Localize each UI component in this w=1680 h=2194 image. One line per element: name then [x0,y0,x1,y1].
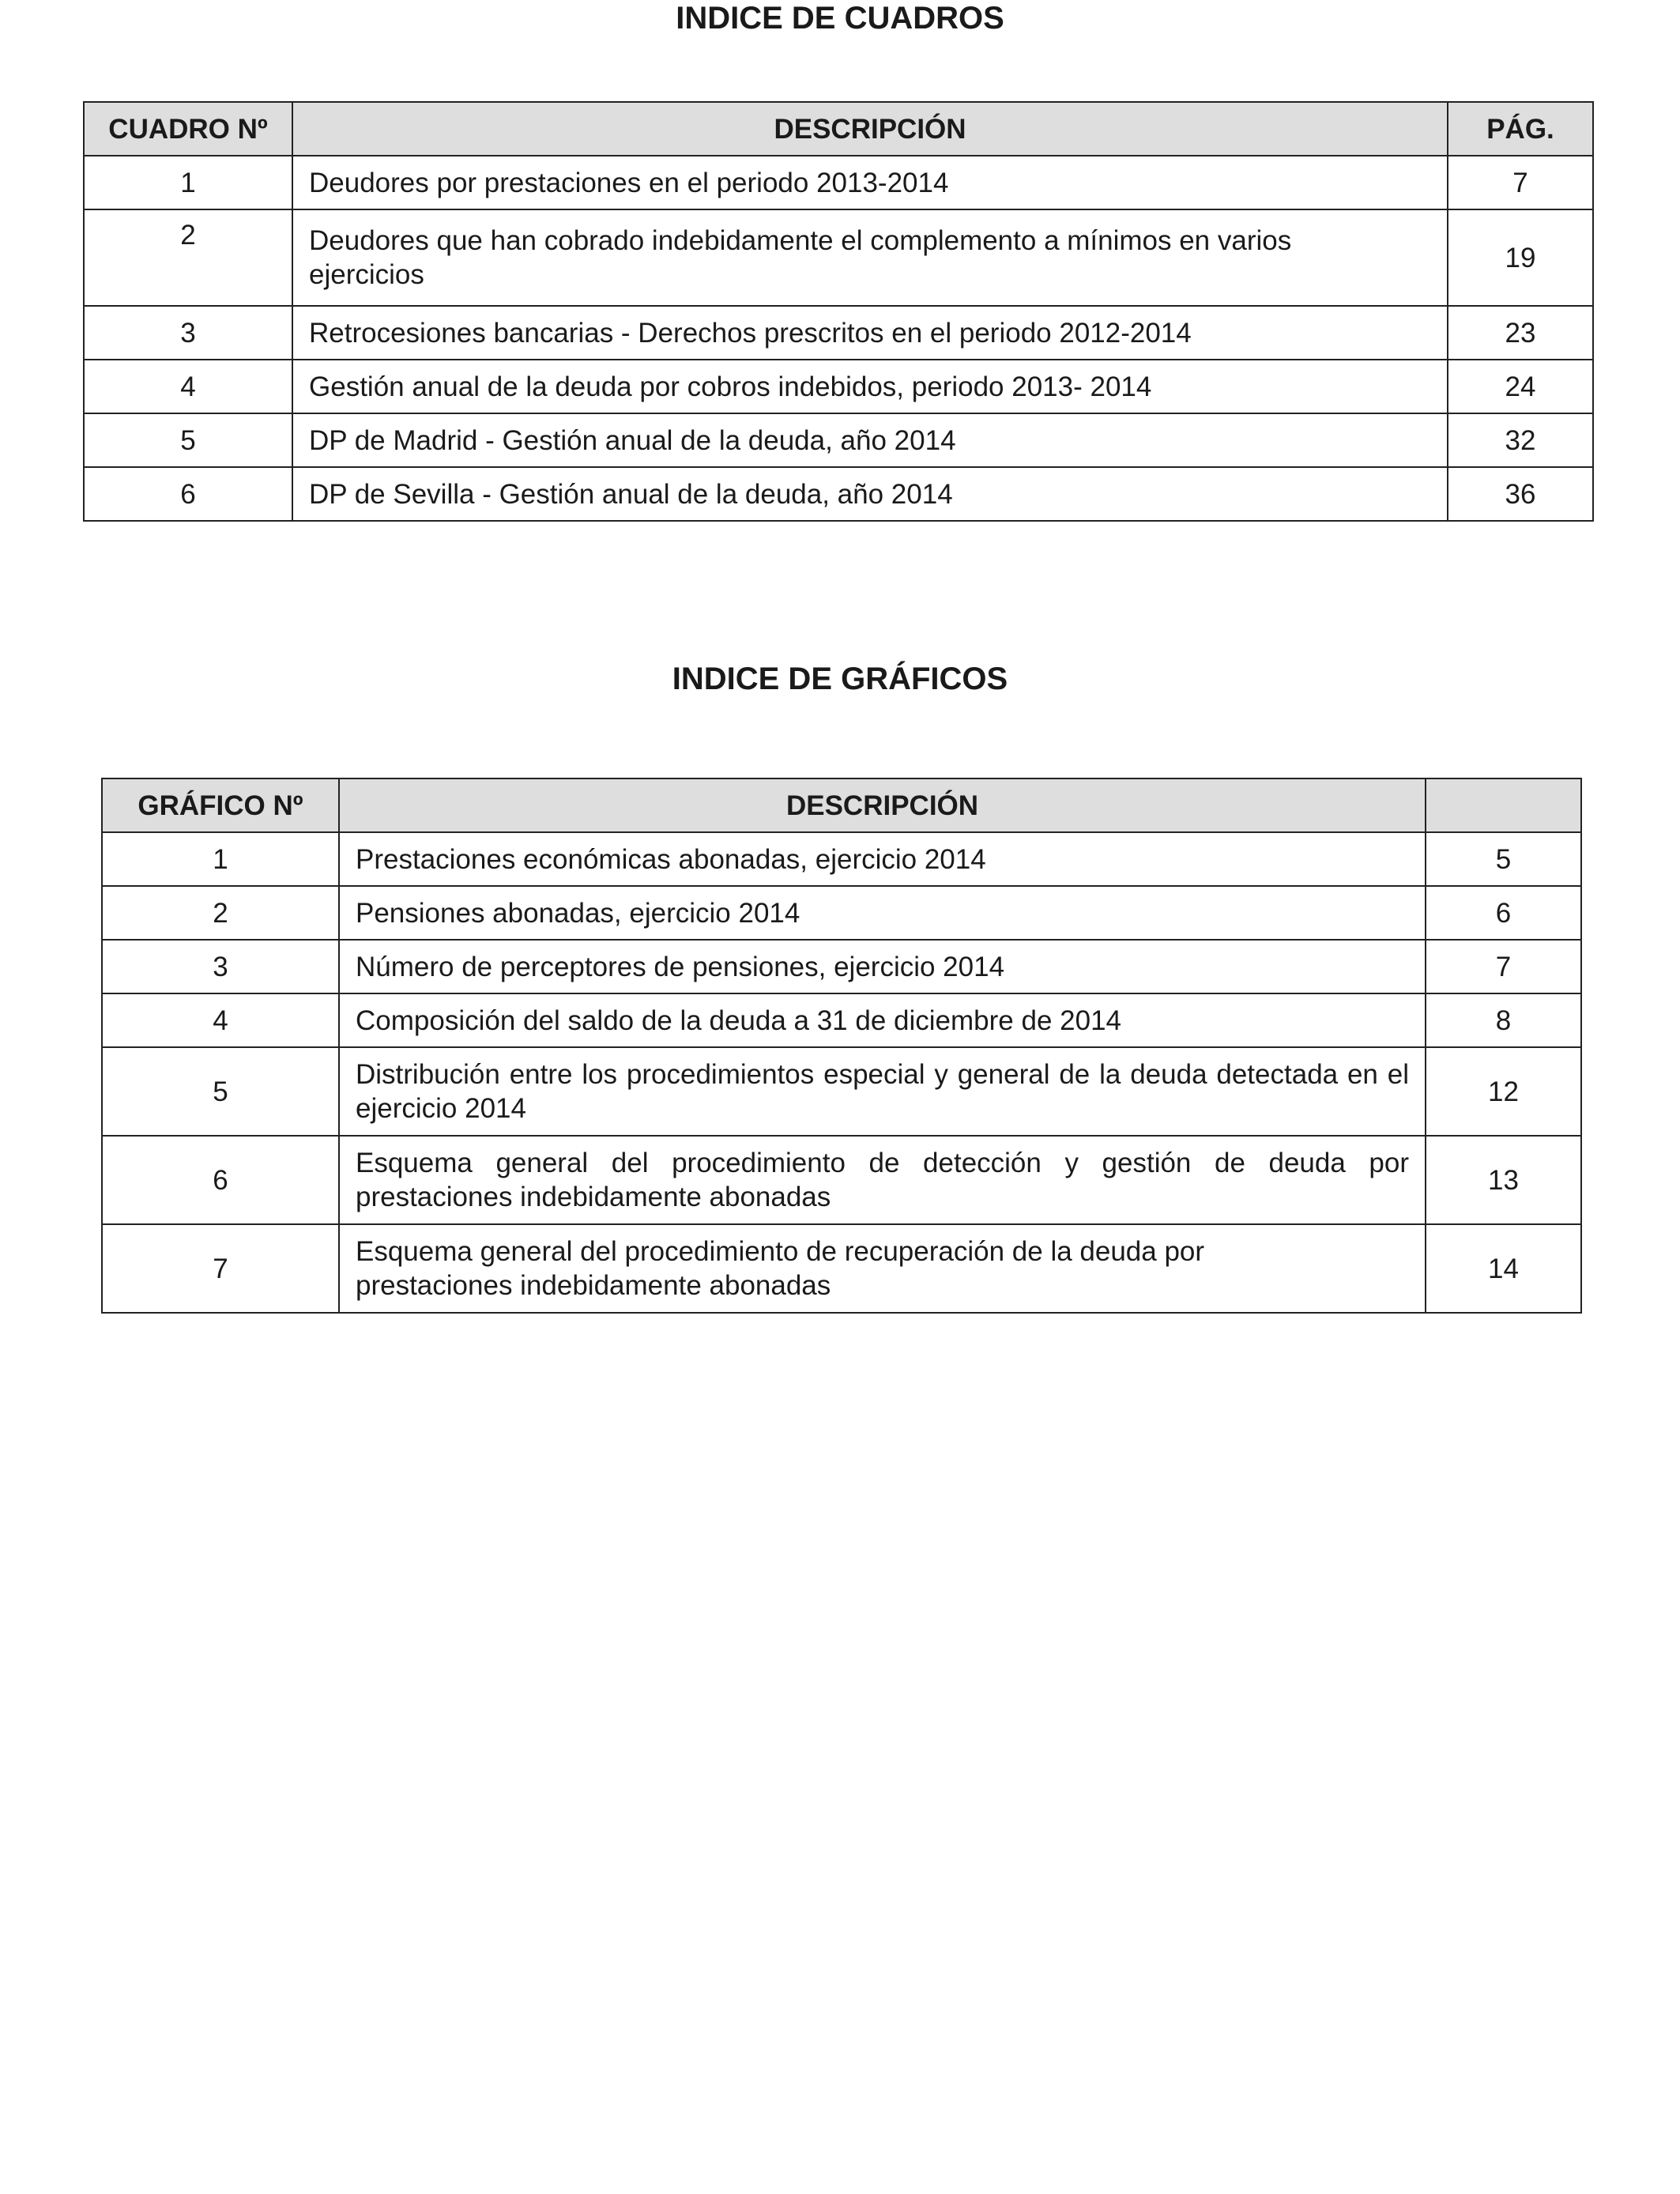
grafico-description: Pensiones abonadas, ejercicio 2014 [339,886,1426,940]
table-row [102,993,1581,1047]
grafico-number: 5 [102,1047,339,1136]
table-row [102,886,1581,940]
table-row [84,209,1593,306]
cuadro-number: 4 [84,360,292,413]
grafico-description: Composición del saldo de la deuda a 31 de diciembre de 2014 [339,993,1426,1047]
grafico-number: 1 [102,832,339,886]
graficos-title: INDICE DE GRÁFICOS [672,662,1008,696]
column-header-descripcion: DESCRIPCIÓN [339,778,1426,832]
grafico-page: 5 [1426,832,1581,886]
table-row [84,360,1593,413]
table-row [102,940,1581,993]
cuadro-description: DP de Sevilla - Gestión anual de la deuda, año 2014 [292,467,1448,521]
table-row [84,467,1593,521]
cuadro-description: Gestión anual de la deuda por cobros indebidos, periodo 2013- 2014 [292,360,1448,413]
grafico-number: 6 [102,1136,339,1224]
grafico-page: 12 [1426,1047,1581,1136]
table-row [102,1136,1581,1224]
table-row [102,1047,1581,1136]
grafico-number: 7 [102,1224,339,1313]
cuadro-description: Deudores que han cobrado indebidamente el complemento a mínimos en varios ejercicios [292,209,1448,306]
table-row [102,1224,1581,1313]
graficos-table [101,778,1582,1314]
grafico-page: 14 [1426,1224,1581,1313]
grafico-description: Esquema general del procedimiento de detección y gestión de deuda por prestaciones indebidamente abonadas [339,1136,1426,1224]
grafico-number: 3 [102,940,339,993]
grafico-number: 2 [102,886,339,940]
cuadros-table [83,101,1594,522]
table-header-row [102,778,1581,832]
grafico-number: 4 [102,993,339,1047]
table-row [102,832,1581,886]
table-row [84,413,1593,467]
cuadro-number: 5 [84,413,292,467]
cuadro-description: Retrocesiones bancarias - Derechos prescritos en el periodo 2012-2014 [292,306,1448,360]
table-row [84,156,1593,209]
column-header-cuadro-num: CUADRO Nº [84,102,292,156]
grafico-page: 7 [1426,940,1581,993]
column-header-grafico-num: GRÁFICO Nº [102,778,339,832]
cuadro-description: Deudores por prestaciones en el periodo 2013-2014 [292,156,1448,209]
grafico-description: Prestaciones económicas abonadas, ejercicio 2014 [339,832,1426,886]
cuadro-page: 36 [1448,467,1593,521]
cuadros-title: INDICE DE CUADROS [676,1,1004,36]
cuadro-number: 1 [84,156,292,209]
cuadro-number: 3 [84,306,292,360]
cuadro-page: 19 [1448,209,1593,306]
cuadro-number: 6 [84,467,292,521]
cuadro-page: 23 [1448,306,1593,360]
cuadro-page: 32 [1448,413,1593,467]
grafico-page: 6 [1426,886,1581,940]
grafico-description: Número de perceptores de pensiones, ejercicio 2014 [339,940,1426,993]
column-header-pagina [1426,778,1581,832]
grafico-description: Distribución entre los procedimientos especial y general de la deuda detectada en el ejercicio 2014 [339,1047,1426,1136]
grafico-description: Esquema general del procedimiento de recuperación de la deuda por prestaciones indebidamente abonadas [339,1224,1426,1313]
table-header-row [84,102,1593,156]
column-header-pagina: PÁG. [1448,102,1593,156]
cuadro-number: 2 [84,209,292,306]
cuadro-description: DP de Madrid - Gestión anual de la deuda, año 2014 [292,413,1448,467]
grafico-page: 13 [1426,1136,1581,1224]
cuadro-page: 24 [1448,360,1593,413]
column-header-descripcion: DESCRIPCIÓN [292,102,1448,156]
grafico-page: 8 [1426,993,1581,1047]
cuadro-page: 7 [1448,156,1593,209]
table-row [84,306,1593,360]
